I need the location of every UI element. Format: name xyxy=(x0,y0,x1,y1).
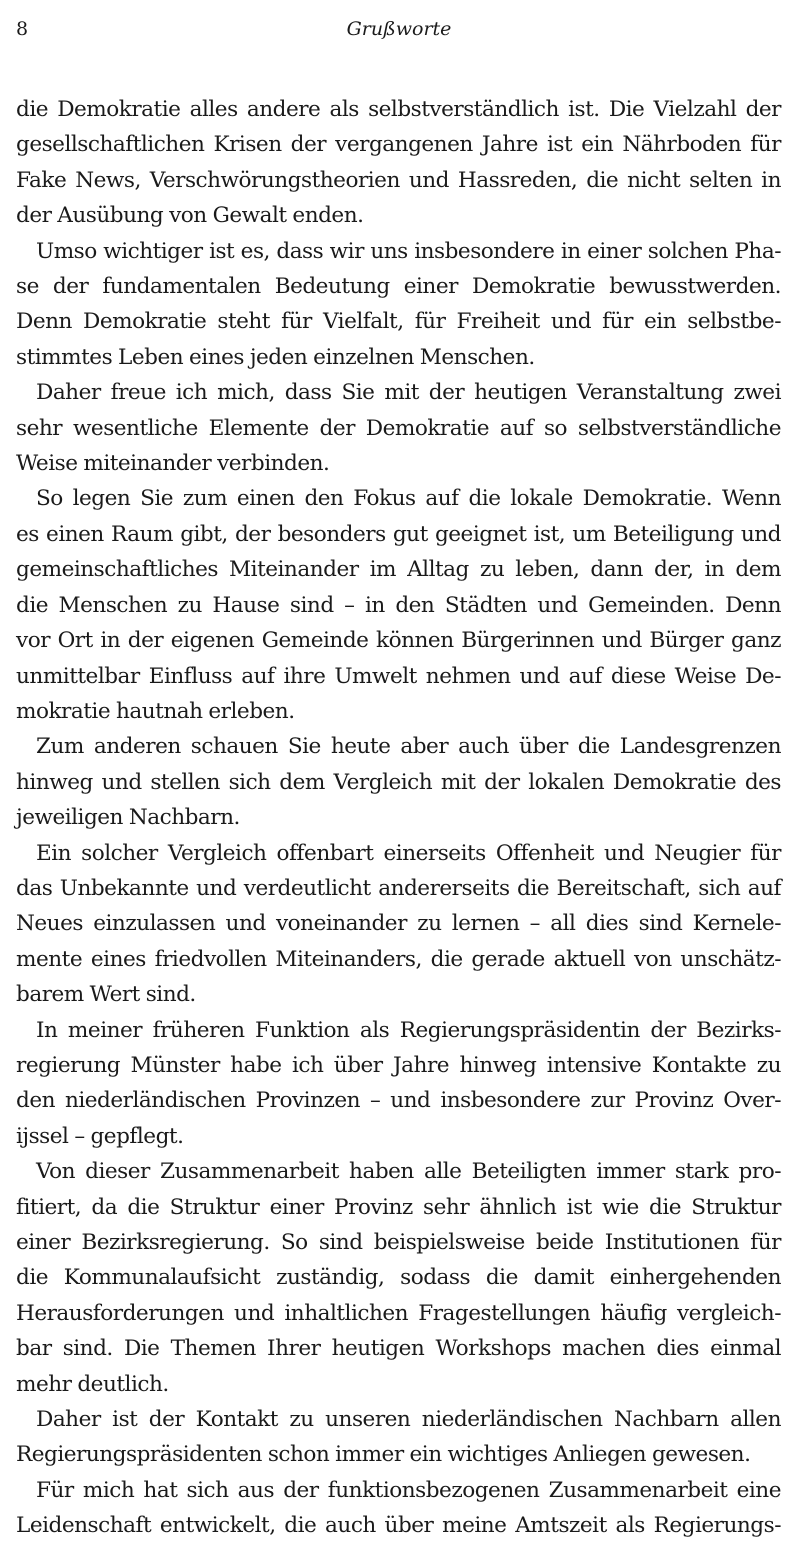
text-line: regierung Münster habe ich über Jahre hinweg intensive Kontakte zu xyxy=(16,1052,781,1078)
paragraph xyxy=(16,1473,781,1544)
chapter-title: Grußworte xyxy=(346,18,452,40)
text-line: die Kommunalaufsicht zuständig, sodass die damit einhergehenden xyxy=(16,1265,781,1291)
running-head xyxy=(16,14,782,44)
text-line: gesellschaftlichen Krisen der vergangenen Jahre ist ein Nährboden für xyxy=(16,132,781,158)
text-line: jeweiligen Nachbarn. xyxy=(16,805,240,831)
text-line: den niederländischen Provinzen – und insbesondere zur Provinz Over- xyxy=(16,1088,781,1114)
paragraph xyxy=(16,836,781,1013)
text-line: se der fundamentalen Bedeutung einer Demokratie bewusstwerden. xyxy=(16,274,781,300)
text-line: Herausforderungen und inhaltlichen Fragestellungen häufig vergleich- xyxy=(16,1300,781,1326)
text-line: Leidenschaft entwickelt, die auch über meine Amtszeit als Regierungs- xyxy=(16,1513,781,1539)
paragraph xyxy=(16,729,781,835)
text-line: Neues einzulassen und voneinander zu lernen – all dies sind Kernele- xyxy=(16,911,781,937)
text-line: es einen Raum gibt, der besonders gut geeignet ist, um Beteiligung und xyxy=(16,521,781,547)
text-line: Von dieser Zusammenarbeit haben alle Beteiligten immer stark pro- xyxy=(36,1159,781,1185)
paragraph xyxy=(16,92,781,234)
text-line: die Demokratie alles andere als selbstverständlich ist. Die Vielzahl der xyxy=(16,97,781,122)
text-line: In meiner früheren Funktion als Regierungspräsidentin der Bezirks- xyxy=(36,1017,781,1043)
text-line: bar sind. Die Themen Ihrer heutigen Workshops machen dies einmal xyxy=(16,1336,781,1362)
text-line: Fake News, Verschwörungstheorien und Hassreden, die nicht selten in xyxy=(16,167,781,193)
text-line: So legen Sie zum einen den Fokus auf die lokale Demokratie. Wenn xyxy=(36,486,781,512)
text-line: Daher freue ich mich, dass Sie mit der heutigen Veranstaltung zwei xyxy=(36,380,781,406)
text-line: mokratie hautnah erleben. xyxy=(16,698,295,724)
text-line: hinweg und stellen sich dem Vergleich mit der lokalen Demokratie des xyxy=(16,769,781,795)
text-line: das Unbekannte und verdeutlicht andererseits die Bereitschaft, sich auf xyxy=(16,875,781,901)
text-line: Regierungspräsidenten schon immer ein wichtiges Anliegen gewesen. xyxy=(16,1442,751,1468)
paragraph xyxy=(16,375,781,481)
paragraph xyxy=(16,481,781,729)
paragraph xyxy=(16,1402,781,1473)
text-line: fitiert, da die Struktur einer Provinz sehr ähnlich ist wie die Struktur xyxy=(16,1194,781,1220)
paragraph xyxy=(16,1013,781,1155)
text-line: vor Ort in der eigenen Gemeinde können Bürgerinnen und Bürger ganz xyxy=(16,628,781,654)
text-line: mehr deutlich. xyxy=(16,1371,169,1397)
text-line: sehr wesentliche Elemente der Demokratie auf so selbstverständliche xyxy=(16,415,781,441)
text-line: Daher ist der Kontakt zu unseren niederländischen Nachbarn allen xyxy=(36,1407,781,1433)
text-line: Zum anderen schauen Sie heute aber auch über die Landesgrenzen xyxy=(36,734,781,760)
text-line: einer Bezirksregierung. So sind beispielsweise beide Institutionen für xyxy=(16,1230,781,1255)
text-line: Umso wichtiger ist es, dass wir uns insbesondere in einer solchen Pha- xyxy=(36,238,781,264)
text-line: Ein solcher Vergleich offenbart einerseits Offenheit und Neugier für xyxy=(36,840,781,866)
page-number: 8 xyxy=(16,18,29,40)
text-line: Für mich hat sich aus der funktionsbezogenen Zusammenarbeit eine xyxy=(36,1477,781,1503)
text-line: unmittelbar Einfluss auf ihre Umwelt nehmen und auf diese Weise De- xyxy=(16,663,781,689)
text-line: Weise miteinander verbinden. xyxy=(16,451,330,477)
text-line: Denn Demokratie steht für Vielfalt, für Freiheit und für ein selbstbe- xyxy=(16,309,781,335)
text-line: barem Wert sind. xyxy=(16,982,196,1008)
body-text xyxy=(16,92,781,1544)
text-line: stimmtes Leben eines jeden einzelnen Menschen. xyxy=(16,344,535,370)
text-line: die Menschen zu Hause sind – in den Städten und Gemeinden. Denn xyxy=(16,592,781,618)
text-line: der Ausübung von Gewalt enden. xyxy=(16,203,364,229)
paragraph xyxy=(16,1154,781,1402)
text-line: ijssel – gepflegt. xyxy=(16,1123,184,1149)
paragraph xyxy=(16,234,781,376)
text-line: gemeinschaftliches Miteinander im Alltag zu leben, dann der, in dem xyxy=(16,557,781,583)
text-line: mente eines friedvollen Miteinanders, die gerade aktuell von unschätz- xyxy=(16,946,781,972)
